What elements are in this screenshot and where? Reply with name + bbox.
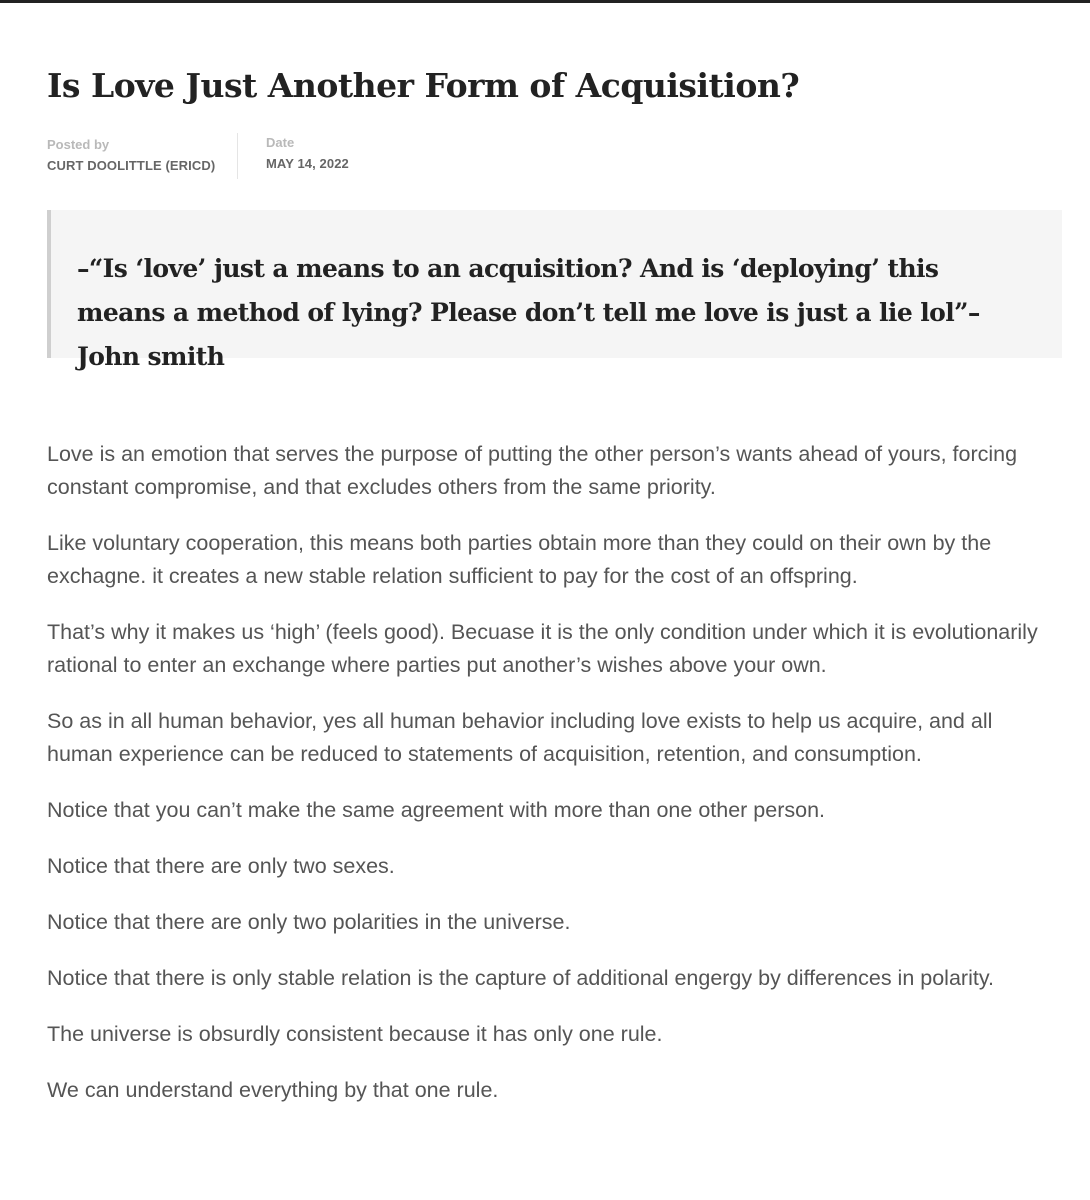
body-paragraph: Like voluntary cooperation, this means both parties obtain more than they could on their own by the exchagne. it creates a new stable relation sufficient to pay for the cost of an offspring. (47, 531, 992, 588)
article-body (47, 438, 1062, 1107)
body-paragraph: Love is an emotion that serves the purpose of putting the other person’s wants ahead of yours, forcing constant compromise, and that excludes others from the same priority. (47, 442, 1018, 499)
body-paragraph: Notice that there is only stable relation is the capture of additional engergy by differences in polarity. (47, 966, 994, 990)
body-paragraph: So as in all human behavior, yes all human behavior including love exists to help us acquire, and all human experience can be reduced to statements of acquisition, retention, and consumption. (47, 709, 993, 766)
post-date: MAY 14, 2022 (266, 156, 349, 171)
body-paragraph: That’s why it makes us ‘high’ (feels good). Becuase it is the only condition under which it is evolutionarily rational to enter an exchange where parties put another’s wishes above your own. (47, 620, 1038, 677)
article-title: Is Love Just Another Form of Acquisition? (47, 66, 800, 105)
article-meta (47, 133, 1062, 179)
body-paragraph: Notice that there are only two sexes. (47, 854, 395, 878)
body-paragraph: The universe is obsurdly consistent because it has only one rule. (47, 1022, 663, 1046)
date-label: Date (266, 135, 295, 150)
posted-by-label: Posted by (47, 137, 110, 152)
date-block (238, 133, 349, 179)
pull-quote (47, 210, 1062, 371)
author-link[interactable]: CURT DOOLITTLE (ERICD) (47, 158, 216, 173)
body-paragraph: Notice that you can’t make the same agreement with more than one other person. (47, 798, 826, 822)
body-paragraph: We can understand everything by that one rule. (47, 1078, 499, 1102)
posted-by-block (47, 133, 238, 179)
pull-quote-text: –“Is ‘love’ just a means to an acquisition? And is ‘deploying’ this means a method of lying? Please don’t tell me love is just a lie lol”–John smith (77, 254, 980, 371)
body-paragraph: Notice that there are only two polarities in the universe. (47, 910, 571, 934)
